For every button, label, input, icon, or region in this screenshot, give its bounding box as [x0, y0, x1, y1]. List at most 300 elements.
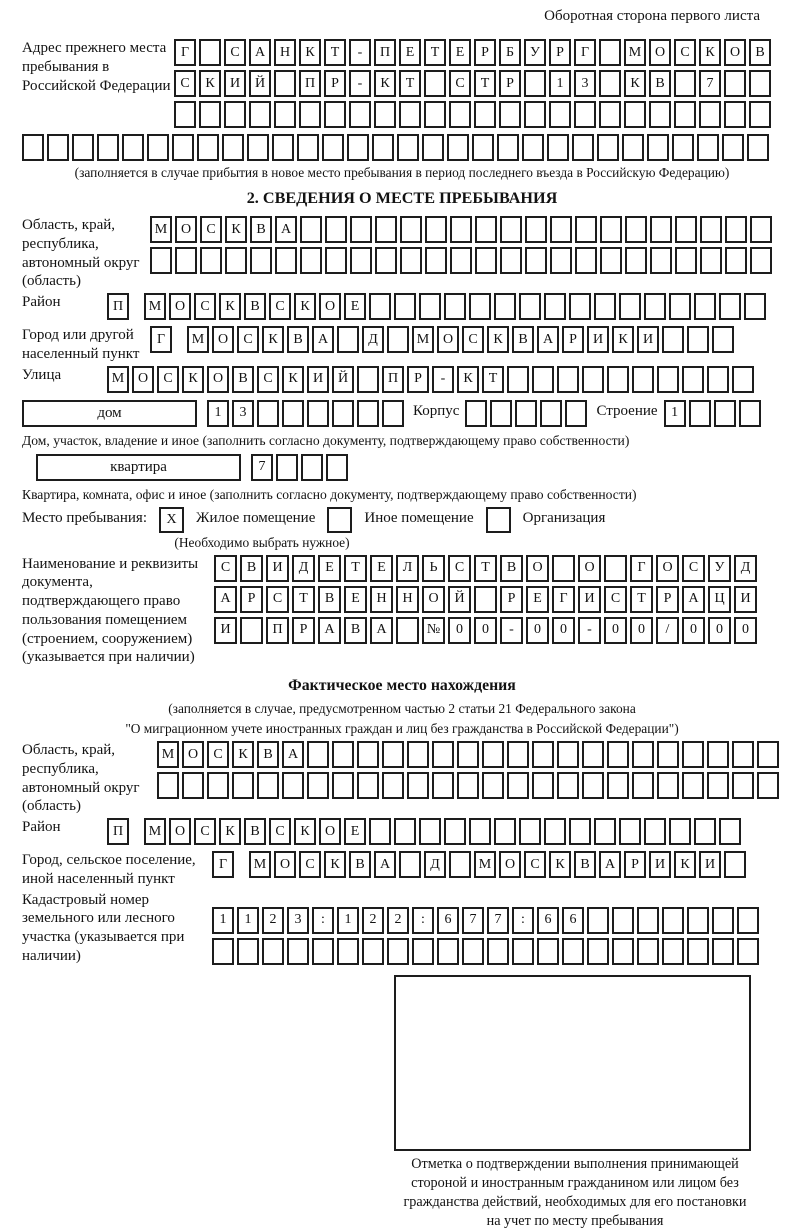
char-box[interactable] — [557, 772, 579, 799]
char-box[interactable]: И — [307, 366, 329, 393]
char-box[interactable] — [47, 134, 69, 161]
char-box[interactable]: Е — [344, 818, 366, 845]
char-box[interactable]: Р — [500, 586, 523, 613]
char-box[interactable]: И — [734, 586, 757, 613]
char-box[interactable]: О — [578, 555, 601, 582]
char-box[interactable] — [674, 70, 696, 97]
char-box[interactable] — [524, 101, 546, 128]
char-box[interactable]: О — [169, 818, 191, 845]
char-box[interactable] — [525, 216, 547, 243]
char-box[interactable] — [387, 938, 409, 965]
char-box[interactable] — [662, 326, 684, 353]
char-box[interactable] — [757, 741, 779, 768]
char-box[interactable] — [557, 366, 579, 393]
char-box[interactable] — [600, 216, 622, 243]
char-box[interactable]: М — [144, 818, 166, 845]
char-box[interactable] — [619, 818, 641, 845]
char-box[interactable]: 6 — [537, 907, 559, 934]
char-box[interactable] — [625, 216, 647, 243]
char-box[interactable]: А — [537, 326, 559, 353]
char-box[interactable] — [632, 772, 654, 799]
char-box[interactable] — [396, 617, 419, 644]
char-box[interactable]: О — [132, 366, 154, 393]
char-box[interactable]: И — [266, 555, 289, 582]
char-box[interactable]: Д — [424, 851, 446, 878]
apartment-type-box[interactable]: квартира — [36, 454, 241, 481]
char-box[interactable]: С — [194, 818, 216, 845]
char-box[interactable] — [697, 134, 719, 161]
char-box[interactable]: П — [266, 617, 289, 644]
char-box[interactable] — [450, 216, 472, 243]
char-box[interactable]: Е — [344, 293, 366, 320]
char-box[interactable] — [400, 216, 422, 243]
char-box[interactable] — [724, 70, 746, 97]
char-box[interactable]: Р — [499, 70, 521, 97]
char-box[interactable]: А — [282, 741, 304, 768]
char-box[interactable]: В — [257, 741, 279, 768]
char-box[interactable]: С — [257, 366, 279, 393]
char-box[interactable] — [707, 772, 729, 799]
char-box[interactable] — [552, 555, 575, 582]
char-box[interactable]: И — [699, 851, 721, 878]
char-box[interactable]: 3 — [574, 70, 596, 97]
char-box[interactable] — [482, 741, 504, 768]
char-box[interactable] — [607, 366, 629, 393]
char-box[interactable]: Г — [630, 555, 653, 582]
char-box[interactable] — [672, 134, 694, 161]
char-box[interactable]: - — [500, 617, 523, 644]
char-box[interactable] — [724, 101, 746, 128]
char-box[interactable] — [725, 216, 747, 243]
char-box[interactable] — [487, 938, 509, 965]
char-box[interactable]: К — [374, 70, 396, 97]
char-box[interactable] — [525, 247, 547, 274]
char-box[interactable] — [282, 772, 304, 799]
char-box[interactable]: С — [269, 818, 291, 845]
char-box[interactable]: О — [656, 555, 679, 582]
char-box[interactable]: К — [487, 326, 509, 353]
char-box[interactable] — [612, 907, 634, 934]
char-box[interactable] — [612, 938, 634, 965]
char-box[interactable] — [422, 134, 444, 161]
char-box[interactable]: К — [282, 366, 304, 393]
char-box[interactable]: О — [319, 818, 341, 845]
char-box[interactable]: 0 — [526, 617, 549, 644]
char-box[interactable]: - — [349, 70, 371, 97]
char-box[interactable] — [382, 772, 404, 799]
char-box[interactable] — [300, 216, 322, 243]
char-box[interactable] — [325, 216, 347, 243]
char-box[interactable] — [262, 938, 284, 965]
char-box[interactable]: Д — [734, 555, 757, 582]
char-box[interactable] — [497, 134, 519, 161]
char-box[interactable] — [569, 818, 591, 845]
char-box[interactable] — [750, 247, 772, 274]
char-box[interactable] — [747, 134, 769, 161]
char-box[interactable] — [172, 134, 194, 161]
char-box[interactable] — [482, 772, 504, 799]
char-box[interactable]: 3 — [287, 907, 309, 934]
char-box[interactable] — [649, 101, 671, 128]
char-box[interactable] — [182, 772, 204, 799]
char-box[interactable]: К — [549, 851, 571, 878]
char-box[interactable] — [632, 741, 654, 768]
char-box[interactable] — [544, 293, 566, 320]
char-box[interactable] — [700, 247, 722, 274]
char-box[interactable]: - — [432, 366, 454, 393]
char-box[interactable] — [369, 818, 391, 845]
char-box[interactable]: Н — [274, 39, 296, 66]
char-box[interactable]: К — [674, 851, 696, 878]
char-box[interactable]: О — [175, 216, 197, 243]
char-box[interactable] — [287, 938, 309, 965]
char-box[interactable] — [347, 134, 369, 161]
char-box[interactable] — [749, 101, 771, 128]
char-box[interactable] — [574, 101, 596, 128]
char-box[interactable] — [300, 247, 322, 274]
char-box[interactable]: О — [319, 293, 341, 320]
char-box[interactable] — [382, 741, 404, 768]
char-box[interactable]: Т — [344, 555, 367, 582]
char-box[interactable] — [522, 134, 544, 161]
char-box[interactable]: 1 — [337, 907, 359, 934]
char-box[interactable]: В — [349, 851, 371, 878]
char-box[interactable]: - — [349, 39, 371, 66]
char-box[interactable] — [400, 247, 422, 274]
char-box[interactable]: Р — [549, 39, 571, 66]
char-box[interactable] — [687, 326, 709, 353]
char-box[interactable]: В — [232, 366, 254, 393]
char-box[interactable]: Г — [150, 326, 172, 353]
char-box[interactable] — [375, 216, 397, 243]
char-box[interactable]: В — [250, 216, 272, 243]
char-box[interactable] — [397, 134, 419, 161]
char-box[interactable]: - — [578, 617, 601, 644]
char-box[interactable] — [444, 293, 466, 320]
char-box[interactable] — [200, 247, 222, 274]
char-box[interactable]: 1 — [664, 400, 686, 427]
char-box[interactable]: : — [412, 907, 434, 934]
char-box[interactable] — [222, 134, 244, 161]
char-box[interactable]: С — [214, 555, 237, 582]
char-box[interactable]: И — [649, 851, 671, 878]
char-box[interactable] — [272, 134, 294, 161]
char-box[interactable] — [174, 101, 196, 128]
char-box[interactable]: И — [214, 617, 237, 644]
char-box[interactable] — [375, 247, 397, 274]
char-box[interactable] — [357, 741, 379, 768]
char-box[interactable] — [675, 247, 697, 274]
char-box[interactable] — [650, 216, 672, 243]
char-box[interactable] — [607, 772, 629, 799]
char-box[interactable] — [694, 818, 716, 845]
char-box[interactable] — [644, 818, 666, 845]
char-box[interactable]: С — [674, 39, 696, 66]
char-box[interactable]: М — [150, 216, 172, 243]
char-box[interactable]: 7 — [251, 454, 273, 481]
char-box[interactable] — [712, 907, 734, 934]
char-box[interactable] — [575, 247, 597, 274]
char-box[interactable] — [225, 247, 247, 274]
char-box[interactable]: Ь — [422, 555, 445, 582]
char-box[interactable] — [594, 818, 616, 845]
char-box[interactable] — [475, 247, 497, 274]
char-box[interactable]: 0 — [604, 617, 627, 644]
char-box[interactable]: П — [299, 70, 321, 97]
char-box[interactable] — [537, 938, 559, 965]
char-box[interactable] — [507, 772, 529, 799]
char-box[interactable]: 1 — [207, 400, 229, 427]
char-box[interactable] — [607, 741, 629, 768]
char-box[interactable] — [232, 772, 254, 799]
char-box[interactable]: В — [318, 586, 341, 613]
char-box[interactable] — [569, 293, 591, 320]
char-box[interactable] — [425, 247, 447, 274]
char-box[interactable]: 0 — [448, 617, 471, 644]
char-box[interactable] — [515, 400, 537, 427]
char-box[interactable] — [337, 326, 359, 353]
char-box[interactable] — [732, 741, 754, 768]
char-box[interactable]: О — [724, 39, 746, 66]
char-box[interactable] — [619, 293, 641, 320]
char-box[interactable] — [732, 366, 754, 393]
char-box[interactable] — [687, 907, 709, 934]
char-box[interactable] — [744, 293, 766, 320]
char-box[interactable]: А — [214, 586, 237, 613]
char-box[interactable] — [582, 366, 604, 393]
char-box[interactable] — [500, 247, 522, 274]
char-box[interactable] — [599, 39, 621, 66]
char-box[interactable] — [274, 70, 296, 97]
char-box[interactable] — [469, 818, 491, 845]
char-box[interactable] — [749, 70, 771, 97]
char-box[interactable]: С — [299, 851, 321, 878]
char-box[interactable] — [674, 101, 696, 128]
char-box[interactable]: Р — [562, 326, 584, 353]
char-box[interactable] — [407, 772, 429, 799]
char-box[interactable] — [600, 247, 622, 274]
char-box[interactable] — [474, 586, 497, 613]
char-box[interactable] — [374, 101, 396, 128]
char-box[interactable]: Т — [399, 70, 421, 97]
char-box[interactable]: И — [578, 586, 601, 613]
char-box[interactable]: Е — [526, 586, 549, 613]
char-box[interactable]: Д — [362, 326, 384, 353]
char-box[interactable]: 7 — [487, 907, 509, 934]
char-box[interactable] — [694, 293, 716, 320]
char-box[interactable] — [449, 101, 471, 128]
char-box[interactable] — [419, 293, 441, 320]
char-box[interactable] — [332, 741, 354, 768]
char-box[interactable] — [712, 938, 734, 965]
char-box[interactable]: С — [200, 216, 222, 243]
char-box[interactable]: Д — [292, 555, 315, 582]
char-box[interactable]: А — [318, 617, 341, 644]
char-box[interactable]: М — [157, 741, 179, 768]
char-box[interactable] — [394, 293, 416, 320]
char-box[interactable] — [689, 400, 711, 427]
char-box[interactable] — [519, 293, 541, 320]
char-box[interactable] — [72, 134, 94, 161]
char-box[interactable] — [282, 400, 304, 427]
char-box[interactable] — [494, 818, 516, 845]
char-box[interactable]: С — [462, 326, 484, 353]
char-box[interactable] — [632, 366, 654, 393]
char-box[interactable] — [147, 134, 169, 161]
char-box[interactable] — [444, 818, 466, 845]
char-box[interactable]: 2 — [387, 907, 409, 934]
char-box[interactable] — [332, 772, 354, 799]
char-box[interactable] — [475, 216, 497, 243]
char-box[interactable]: 3 — [232, 400, 254, 427]
char-box[interactable] — [594, 293, 616, 320]
char-box[interactable]: Г — [212, 851, 234, 878]
char-box[interactable]: М — [249, 851, 271, 878]
char-box[interactable] — [507, 366, 529, 393]
char-box[interactable] — [599, 101, 621, 128]
char-box[interactable]: К — [624, 70, 646, 97]
char-box[interactable]: С — [266, 586, 289, 613]
house-type-box[interactable]: дом — [22, 400, 197, 427]
char-box[interactable] — [457, 772, 479, 799]
char-box[interactable]: У — [708, 555, 731, 582]
char-box[interactable] — [312, 938, 334, 965]
char-box[interactable]: / — [656, 617, 679, 644]
char-box[interactable]: Т — [474, 555, 497, 582]
char-box[interactable]: И — [587, 326, 609, 353]
char-box[interactable] — [412, 938, 434, 965]
char-box[interactable] — [437, 938, 459, 965]
char-box[interactable] — [732, 772, 754, 799]
char-box[interactable] — [532, 741, 554, 768]
char-box[interactable]: Е — [318, 555, 341, 582]
char-box[interactable]: В — [244, 293, 266, 320]
char-box[interactable]: Е — [370, 555, 393, 582]
char-box[interactable] — [532, 366, 554, 393]
char-box[interactable]: 1 — [212, 907, 234, 934]
char-box[interactable]: О — [182, 741, 204, 768]
char-box[interactable]: А — [370, 617, 393, 644]
char-box[interactable]: К — [324, 851, 346, 878]
char-box[interactable] — [237, 938, 259, 965]
char-box[interactable]: К — [699, 39, 721, 66]
char-box[interactable] — [322, 134, 344, 161]
char-box[interactable]: С — [604, 586, 627, 613]
char-box[interactable] — [22, 134, 44, 161]
char-box[interactable] — [199, 39, 221, 66]
char-box[interactable]: А — [275, 216, 297, 243]
char-box[interactable] — [644, 293, 666, 320]
char-box[interactable] — [575, 216, 597, 243]
char-box[interactable] — [122, 134, 144, 161]
char-box[interactable]: В — [344, 617, 367, 644]
char-box[interactable] — [276, 454, 298, 481]
char-box[interactable] — [550, 247, 572, 274]
char-box[interactable] — [662, 938, 684, 965]
char-box[interactable] — [714, 400, 736, 427]
char-box[interactable]: К — [294, 818, 316, 845]
char-box[interactable]: Г — [552, 586, 575, 613]
char-box[interactable]: П — [374, 39, 396, 66]
char-box[interactable] — [737, 938, 759, 965]
char-box[interactable] — [544, 818, 566, 845]
char-box[interactable] — [362, 938, 384, 965]
char-box[interactable] — [597, 134, 619, 161]
char-box[interactable]: А — [312, 326, 334, 353]
char-box[interactable] — [624, 101, 646, 128]
char-box[interactable] — [275, 247, 297, 274]
char-box[interactable] — [257, 772, 279, 799]
char-box[interactable] — [687, 938, 709, 965]
char-box[interactable] — [512, 938, 534, 965]
char-box[interactable] — [197, 134, 219, 161]
char-box[interactable] — [500, 216, 522, 243]
char-box[interactable] — [549, 101, 571, 128]
char-box[interactable]: 1 — [237, 907, 259, 934]
char-box[interactable] — [249, 101, 271, 128]
char-box[interactable] — [757, 772, 779, 799]
char-box[interactable] — [150, 247, 172, 274]
char-box[interactable]: 0 — [630, 617, 653, 644]
char-box[interactable] — [582, 741, 604, 768]
char-box[interactable] — [675, 216, 697, 243]
char-box[interactable] — [647, 134, 669, 161]
char-box[interactable]: В — [240, 555, 263, 582]
char-box[interactable]: О — [274, 851, 296, 878]
char-box[interactable]: 7 — [462, 907, 484, 934]
char-box[interactable] — [432, 772, 454, 799]
char-box[interactable] — [707, 741, 729, 768]
char-box[interactable]: О — [649, 39, 671, 66]
char-box[interactable]: 0 — [734, 617, 757, 644]
char-box[interactable] — [399, 851, 421, 878]
char-box[interactable] — [494, 293, 516, 320]
char-box[interactable] — [637, 938, 659, 965]
char-box[interactable] — [547, 134, 569, 161]
char-box[interactable]: О — [169, 293, 191, 320]
char-box[interactable]: Р — [324, 70, 346, 97]
char-box[interactable]: М — [474, 851, 496, 878]
char-box[interactable]: О — [499, 851, 521, 878]
char-box[interactable] — [297, 134, 319, 161]
char-box[interactable]: Е — [449, 39, 471, 66]
char-box[interactable]: Л — [396, 555, 419, 582]
char-box[interactable]: : — [312, 907, 334, 934]
char-box[interactable]: С — [449, 70, 471, 97]
char-box[interactable]: П — [107, 818, 129, 845]
char-box[interactable] — [750, 216, 772, 243]
char-box[interactable]: М — [412, 326, 434, 353]
char-box[interactable] — [325, 247, 347, 274]
char-box[interactable]: О — [437, 326, 459, 353]
char-box[interactable]: Т — [292, 586, 315, 613]
char-box[interactable]: Н — [370, 586, 393, 613]
char-box[interactable]: М — [624, 39, 646, 66]
char-box[interactable] — [519, 818, 541, 845]
char-box[interactable]: С — [237, 326, 259, 353]
char-box[interactable]: К — [219, 818, 241, 845]
char-box[interactable]: А — [682, 586, 705, 613]
char-box[interactable] — [307, 400, 329, 427]
char-box[interactable] — [587, 938, 609, 965]
char-box[interactable] — [332, 400, 354, 427]
char-box[interactable]: В — [244, 818, 266, 845]
char-box[interactable] — [424, 70, 446, 97]
char-box[interactable] — [637, 907, 659, 934]
char-box[interactable]: К — [219, 293, 241, 320]
char-box[interactable] — [699, 101, 721, 128]
char-box[interactable] — [387, 326, 409, 353]
